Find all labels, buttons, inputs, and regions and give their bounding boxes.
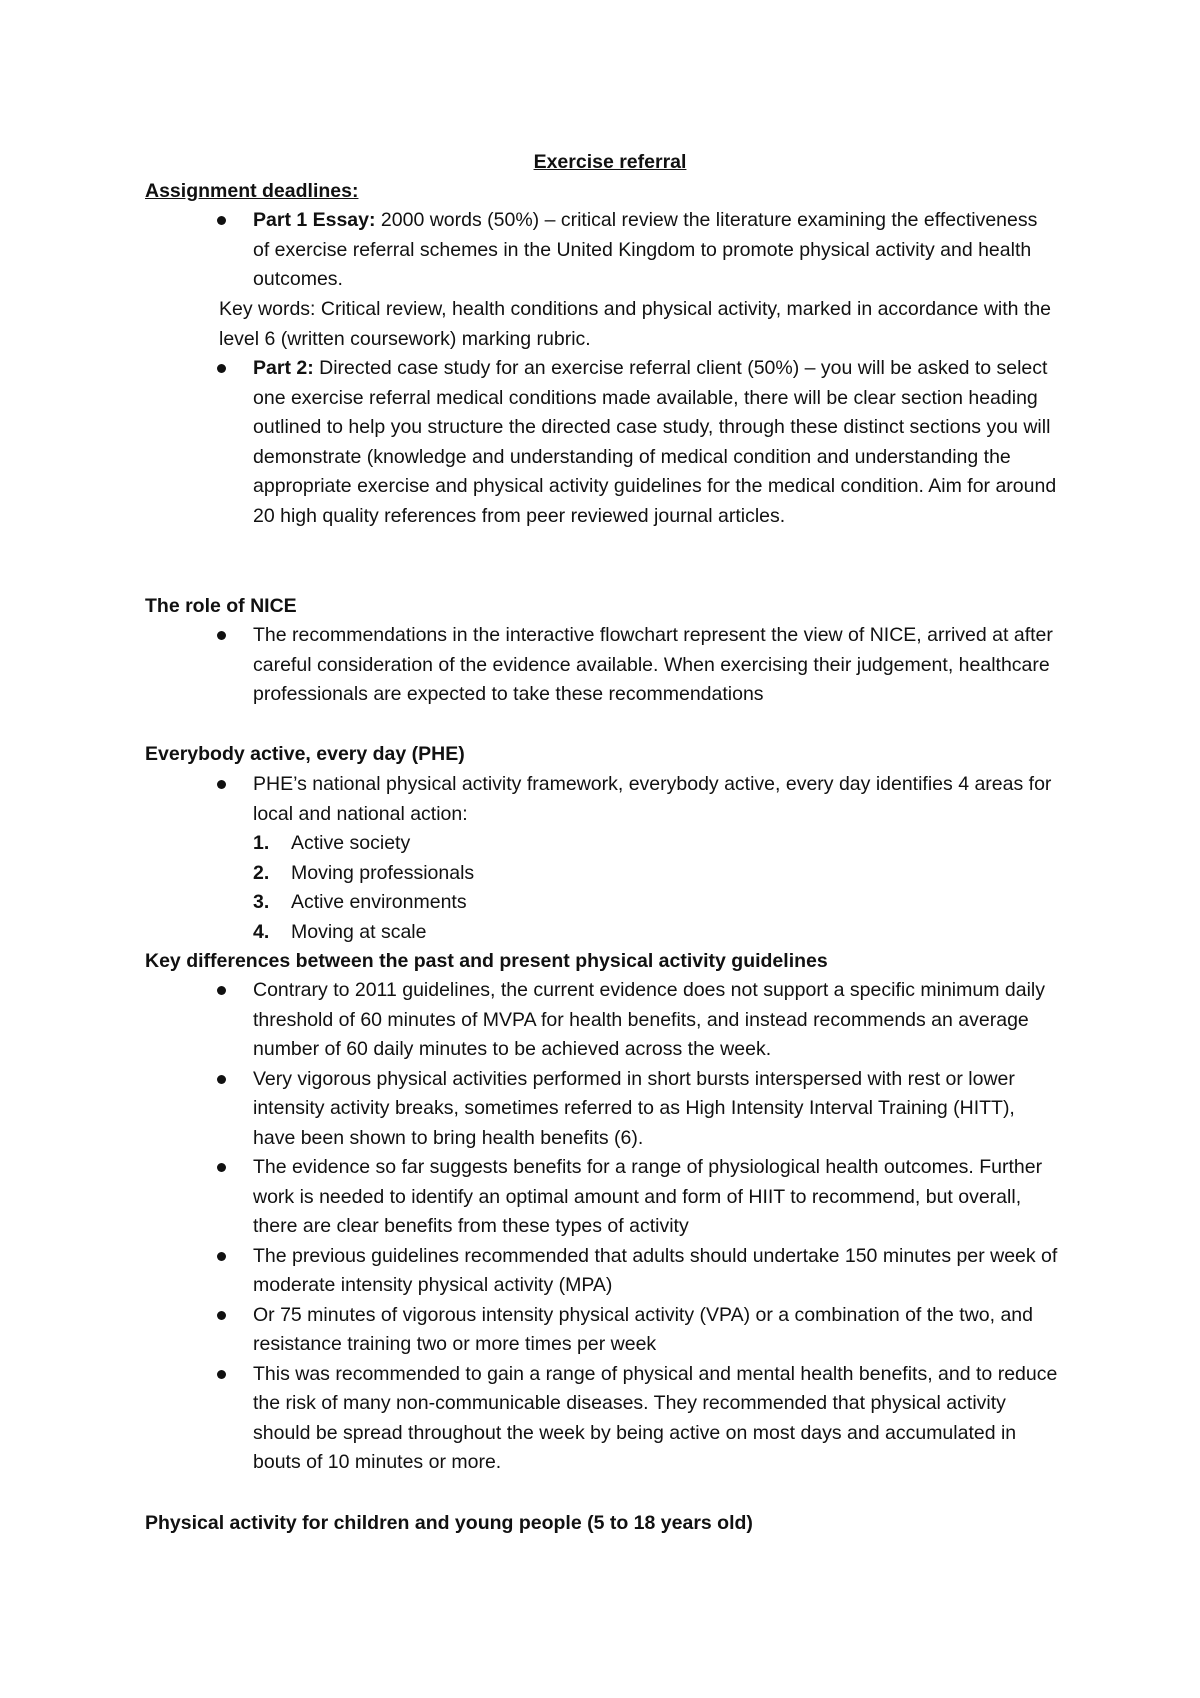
document-title: Exercise referral xyxy=(533,151,687,173)
list-item: 2. Moving professionals xyxy=(253,861,475,884)
bullet-icon xyxy=(217,780,226,789)
difference-bullet: Contrary to 2011 guidelines, the current evidence does not support a specific minimum daily threshold of 60 minutes of MVPA for health benefits, and instead recommends an average number of 60 daily minutes to be achieved across the week. xyxy=(253,976,1058,1065)
part2-bullet xyxy=(253,354,1058,531)
difference-bullet: The previous guidelines recommended that adults should undertake 150 minutes per week of moderate intensity physical activity (MPA) xyxy=(253,1242,1058,1301)
children-heading: Physical activity for children and young people (5 to 18 years old) xyxy=(145,1512,753,1534)
bullet-icon xyxy=(217,1370,226,1379)
difference-bullet: Or 75 minutes of vigorous intensity physical activity (VPA) or a combination of the two, and resistance training two or more times per week xyxy=(253,1301,1058,1360)
assignment-deadlines-heading: Assignment deadlines: xyxy=(145,180,359,202)
nice-heading: The role of NICE xyxy=(145,595,297,617)
assignment-part1 xyxy=(0,206,1200,295)
bullet-icon xyxy=(217,216,226,225)
list-item: 4. Moving at scale xyxy=(253,920,427,943)
difference-bullet: This was recommended to gain a range of physical and mental health benefits, and to reduce the risk of many non-communicable diseases. They recommended that physical activity should be spread throughout the week by being active on most days and accumulated in bouts of 10 minutes or more. xyxy=(253,1360,1058,1478)
differences-list xyxy=(0,976,1200,1478)
part1-bullet xyxy=(253,206,1058,295)
bullet-icon xyxy=(217,364,226,373)
keywords-block xyxy=(0,295,1200,354)
keywords-text: Key words: Critical review, health conditions and physical activity, marked in accordance with the level 6 (written coursework) marking rubric. xyxy=(219,298,1052,350)
difference-bullet: The evidence so far suggests benefits for a range of physiological health outcomes. Further work is needed to identify an optimal amount and form of HIIT to recommend, but overall, there are clear benefits from these types of activity xyxy=(253,1153,1058,1242)
list-item: 1. Active society xyxy=(253,832,411,854)
differences-heading: Key differences between the past and present physical activity guidelines xyxy=(145,950,828,972)
phe-bullet: PHE’s national physical activity framework, everybody active, every day identifies 4 areas for local and national action: xyxy=(253,770,1058,829)
assignment-part2 xyxy=(0,354,1200,531)
phe-heading: Everybody active, every day (PHE) xyxy=(145,743,465,765)
list-item: 3. Active environments xyxy=(253,891,467,913)
difference-bullet: Very vigorous physical activities performed in short bursts interspersed with rest or lower intensity activity breaks, sometimes referred to as High Intensity Interval Training (HITT), have been shown to bring health benefits (6). xyxy=(253,1065,1058,1154)
bullet-icon xyxy=(217,1311,226,1320)
part1-text: 2000 words (50%) – critical review the literature examining the effectiveness of exercise referral schemes in the United Kingdom to promote physical activity and health outcomes. xyxy=(253,209,1038,290)
bullet-icon xyxy=(217,631,226,640)
bullet-icon xyxy=(217,1075,226,1084)
part2-text: Directed case study for an exercise referral client (50%) – you will be asked to select one exercise referral medical conditions made available, there will be clear section heading outlined to help you structure the directed case study, through these distinct sections you will demonstrate (knowledge and understanding of medical condition and understanding the appropriate exercise and physical activity guidelines for the medical condition. Aim for around 20 high quality references from peer reviewed journal articles. xyxy=(253,357,1057,527)
bullet-icon xyxy=(217,1252,226,1261)
title-block xyxy=(0,148,1200,178)
phe-list xyxy=(0,770,1200,947)
nice-bullet: The recommendations in the interactive flowchart represent the view of NICE, arrived at after careful consideration of the evidence available. When exercising their judgement, healthcare professionals are expected to take these recommendations xyxy=(253,621,1058,710)
part1-label: Part 1 Essay: xyxy=(253,209,376,231)
part2-label: Part 2: xyxy=(253,357,314,379)
nice-list xyxy=(0,621,1200,710)
phe-action-areas xyxy=(0,829,1200,947)
bullet-icon xyxy=(217,986,226,995)
bullet-icon xyxy=(217,1163,226,1172)
